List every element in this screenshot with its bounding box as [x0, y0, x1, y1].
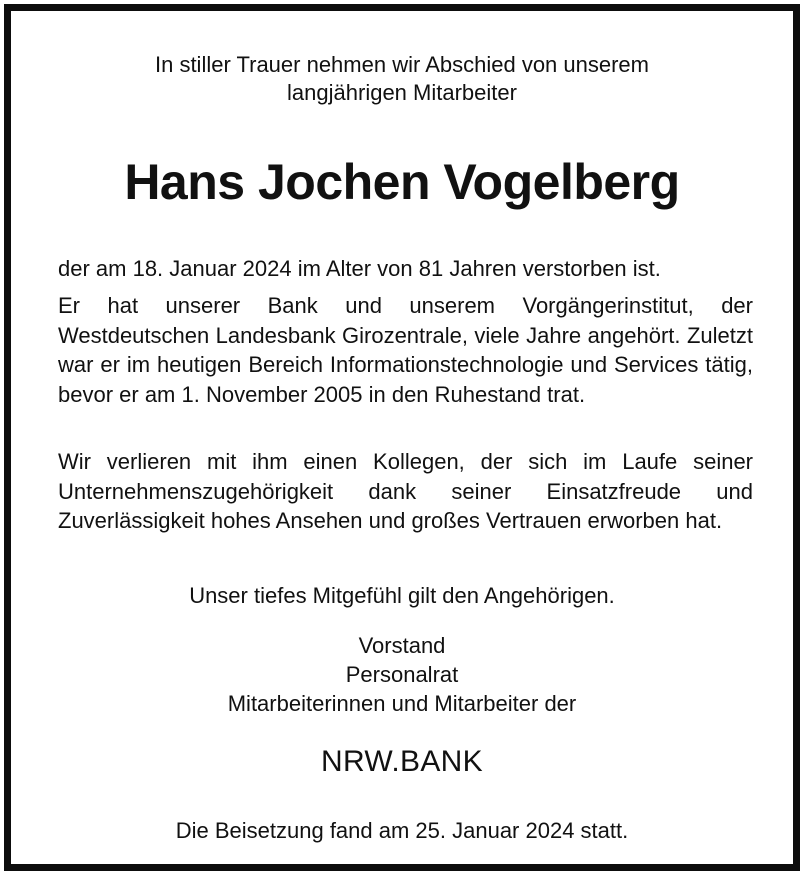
intro-line-2: langjährigen Mitarbeiter — [287, 80, 517, 105]
signer-board: Vorstand — [358, 633, 446, 658]
intro-line-1: In stiller Trauer nehmen wir Abschied von unserem — [154, 52, 649, 77]
signers-block — [11, 631, 793, 718]
career-paragraph: Er hat unserer Bank und unserem Vorgängerinstitut, der Westdeutschen Landesbank Girozentrale, viele Jahre angehört. Zuletzt war er im heutigen Bereich Informationstechnologie und Services tätig, bevor er am 1. November 2005 in den Ruhestand trat. — [58, 293, 753, 407]
signer-employees: Mitarbeiterinnen und Mitarbeiter der — [227, 691, 577, 716]
intro-text — [11, 51, 793, 107]
condolence-line: Unser tiefes Mitgefühl gilt den Angehörigen. — [189, 583, 615, 608]
deceased-name: Hans Jochen Vogelberg — [124, 154, 680, 210]
burial-note: Die Beisetzung fand am 25. Januar 2024 statt. — [175, 818, 629, 843]
tribute-paragraph: Wir verlieren mit ihm einen Kollegen, der sich im Laufe seiner Unternehmenszugehörigkeit dank seiner Einsatzfreude und Zuverlässigkeit hohes Ansehen und großes Vertrauen erworben hat. — [58, 449, 753, 533]
death-date-paragraph: der am 18. Januar 2024 im Alter von 81 Jahren verstorben ist. — [58, 256, 661, 281]
organization-name: NRW.BANK — [321, 745, 483, 778]
signer-staff-council: Personalrat — [345, 662, 459, 687]
obituary-notice — [4, 4, 800, 871]
